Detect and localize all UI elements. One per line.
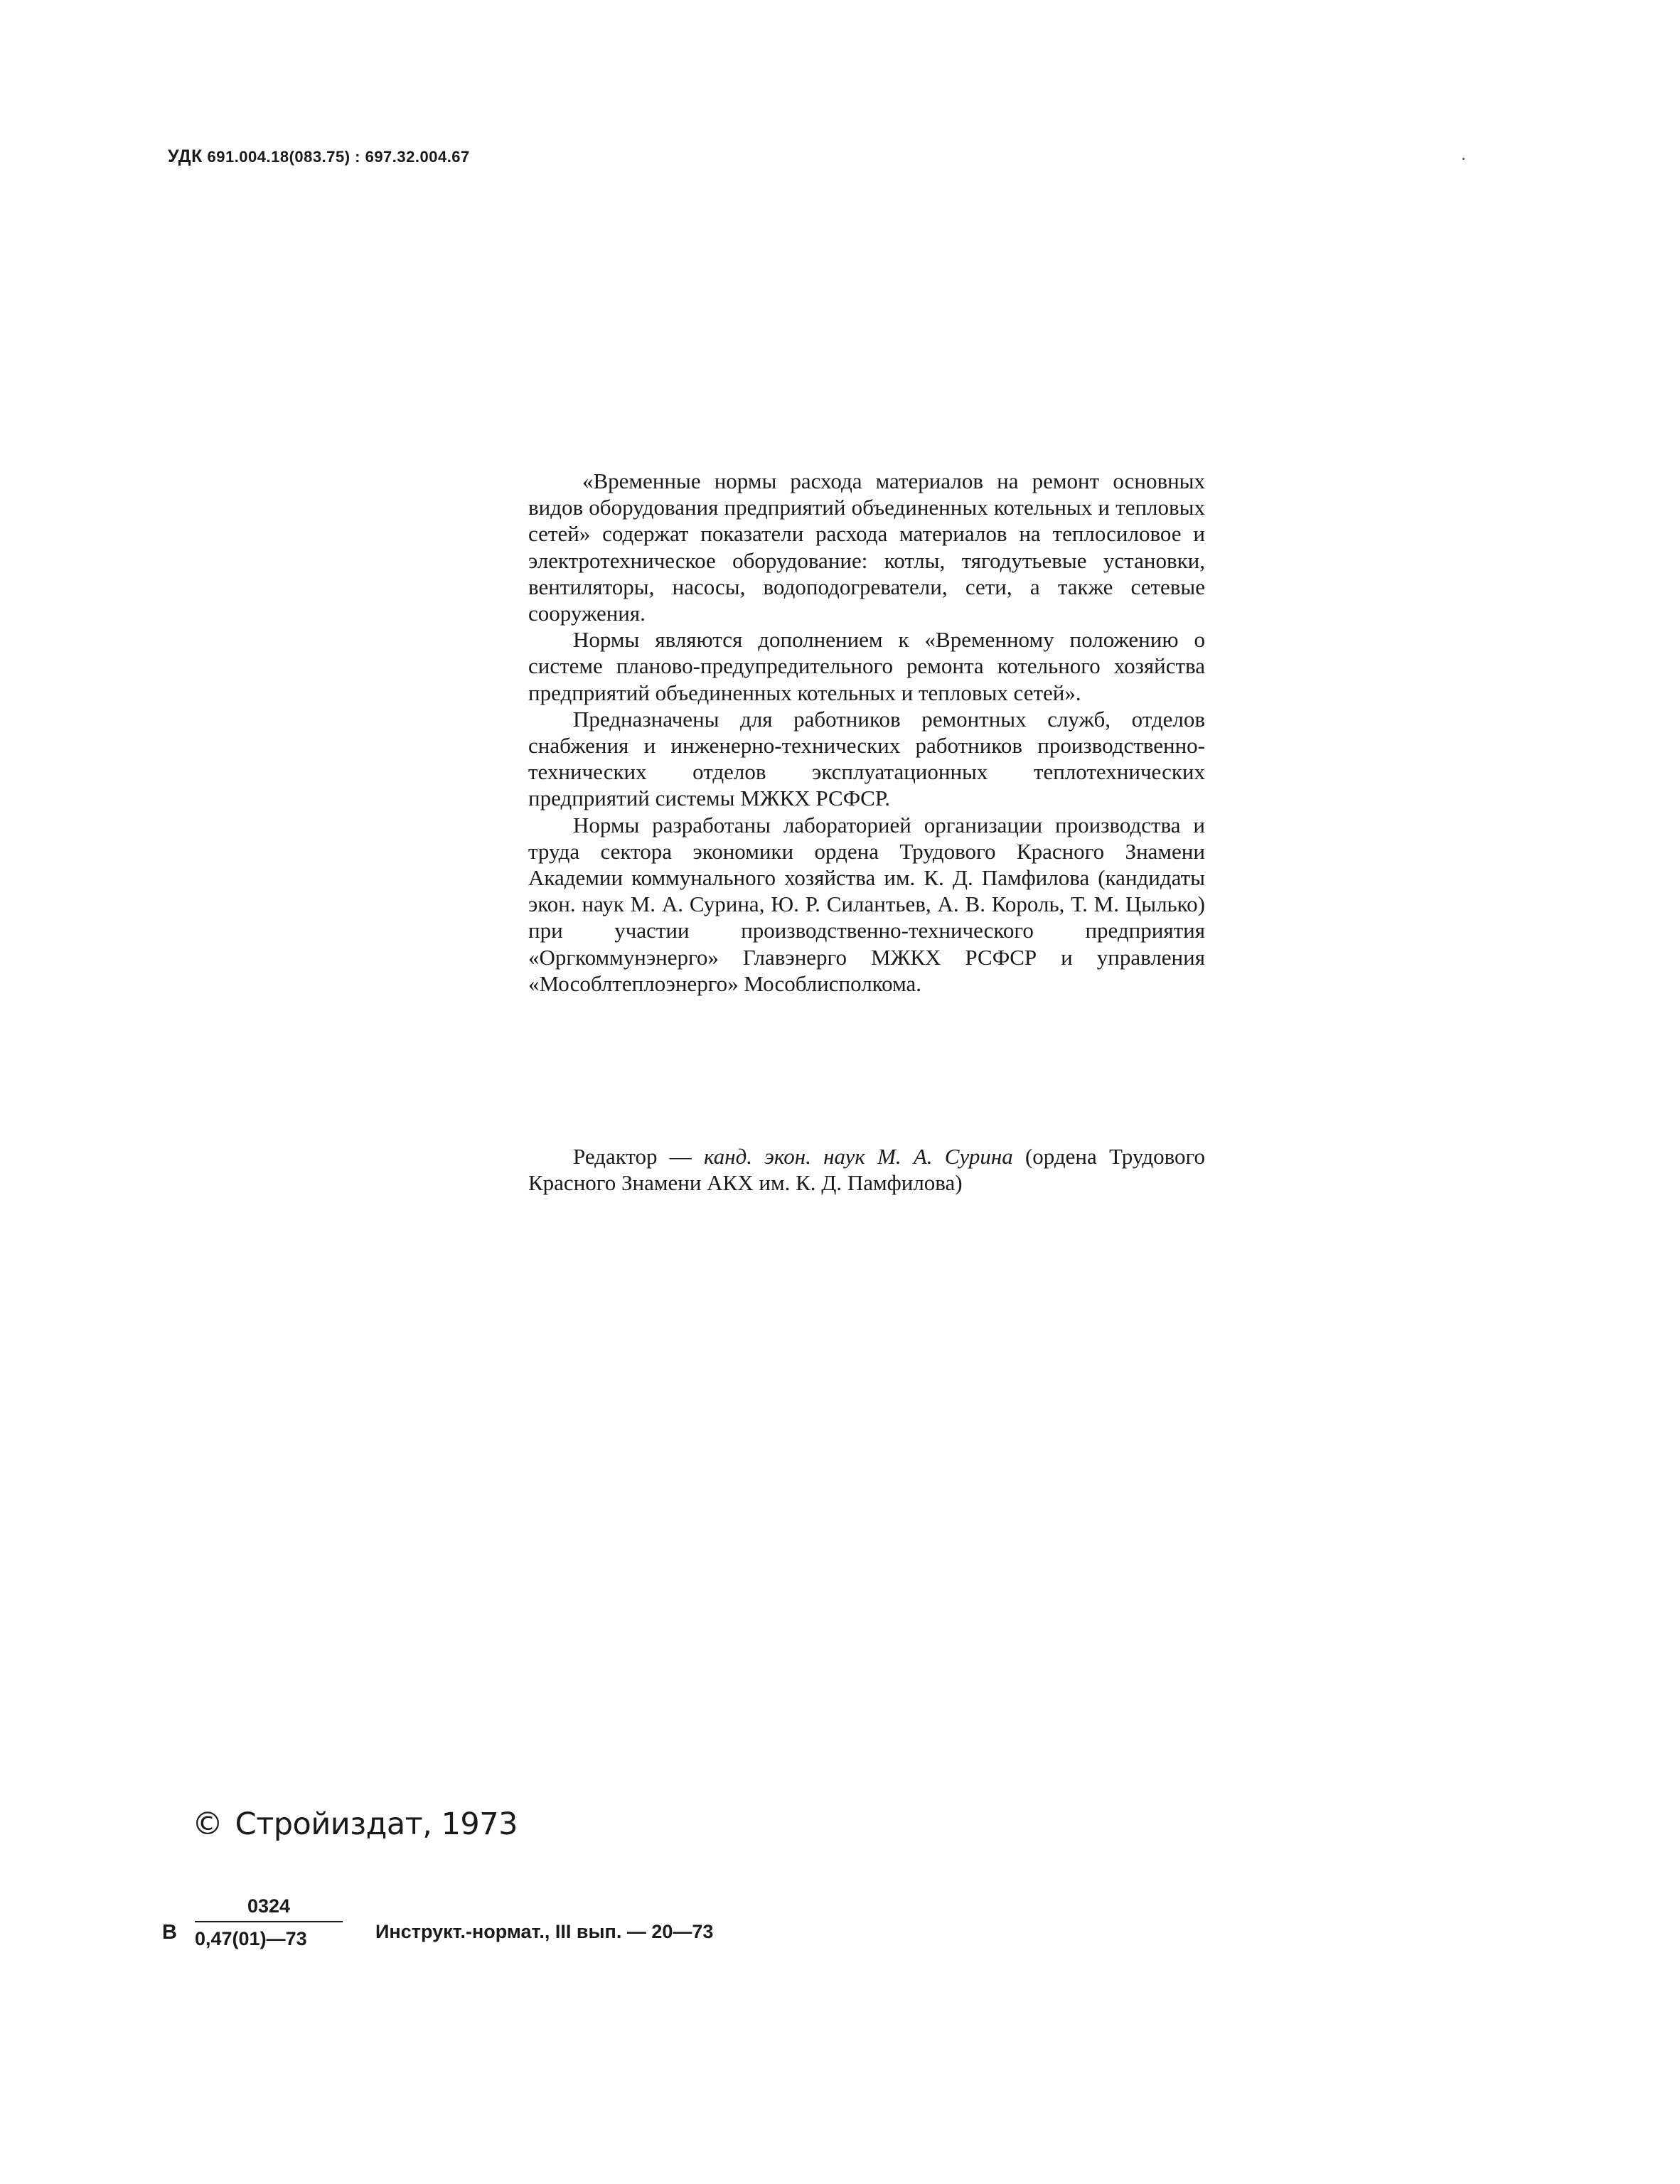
editor-credit: [528, 1143, 1205, 1196]
scan-speck: [1462, 158, 1465, 160]
index-letter: В: [162, 1921, 177, 1944]
annotation-paragraph: Нормы являются дополнением к «Временному положению о системе планово-предупредительного ремонта котельного хозяйства предприятий объединенных котельных и тепловых сетей».: [528, 627, 1205, 705]
annotation-paragraph: Нормы разработаны лабораторией организации производства и труда сектора экономики ордена Трудового Красного Знамени Академии коммунального хозяйства им. К. Д. Памфилова (кандидаты экон. наук М. А. Сурина, Ю. Р. Силантьев, А. В. Король, Т. М. Цылько) при участии производственно-технического предприятия «Оргкоммунэнерго» Главэнерго МЖКХ РСФСР и управления «Мособлтеплоэнерго» Мособлисполкома.: [528, 812, 1205, 996]
udk-label: УДК: [168, 146, 203, 166]
index-numerator: 0324: [247, 1895, 291, 1917]
annotation-paragraph: «Временные нормы расхода материалов на ремонт основных видов оборудования предприятий объединенных котельных и тепловых сетей» содержат показатели расхода материалов на теплосиловое и электротехническое оборудование: котлы, тягодутьевые установки, вентиляторы, насосы, водоподогреватели, сети, а также сетевые сооружения.: [528, 469, 1205, 626]
index-fraction: [195, 1893, 343, 1952]
editor-name: канд. экон. наук М. А. Сурина: [703, 1144, 1013, 1169]
index-denominator: 0,47(01)—73: [195, 1928, 307, 1949]
copyright-text: Стройиздат, 1973: [235, 1806, 518, 1842]
editor-label: Редактор —: [573, 1144, 692, 1169]
index-series: Инструкт.-нормат., III вып. — 20—73: [375, 1921, 714, 1942]
copyright-line: [192, 1806, 518, 1842]
fraction-bar: [195, 1921, 343, 1922]
annotation-paragraph: Предназначены для работников ремонтных служб, отделов снабжения и инженерно-технических работников производственно-технических отделов эксплуатационных теплотехнических предприятий системы МЖКХ РСФСР.: [528, 706, 1205, 811]
publishing-index: [162, 1893, 1015, 1971]
editor-affiliation: (ордена Трудового Красного Знамени АКХ им. К. Д. Памфилова): [528, 1144, 1205, 1196]
udk-line: [168, 146, 470, 167]
udk-code: 691.004.18(083.75) : 697.32.004.67: [207, 148, 470, 166]
annotation-block: [528, 468, 1205, 997]
copyright-icon: ©: [192, 1806, 223, 1842]
